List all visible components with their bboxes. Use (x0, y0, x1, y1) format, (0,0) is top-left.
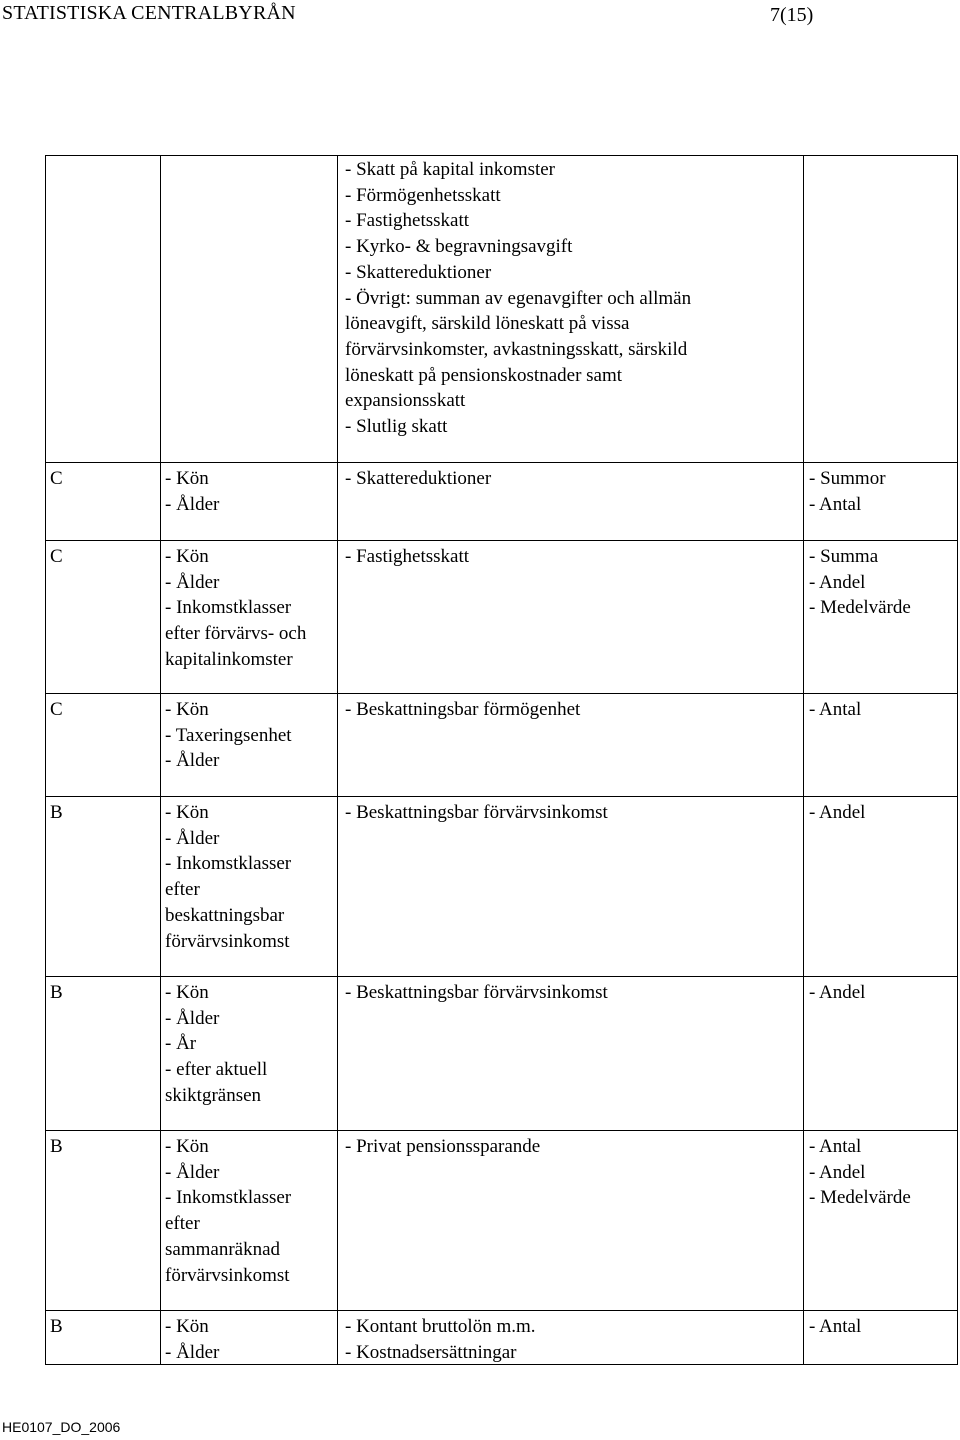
top-cell-line: förvärvsinkomster, avkastningsskatt, särskild (345, 338, 688, 360)
table-border-top (45, 155, 958, 156)
top-cell-line: - Övrigt: summan av egenavgifter och allmän (345, 287, 692, 309)
variable-line: - Beskattningsbar förmögenhet (345, 699, 581, 720)
classification-line: förvärvsinkomst (165, 930, 290, 952)
row-code: B (50, 802, 63, 823)
classification-line: - Ålder (165, 1007, 220, 1029)
row-code: B (50, 982, 63, 1003)
classification-line: - Kön (165, 1136, 209, 1157)
top-cell-line: löneavgift, särskild löneskatt på vissa (345, 313, 630, 335)
page-number: 7(15) (770, 4, 814, 26)
top-cell-line: löneskatt på pensionskostnader samt (345, 364, 623, 386)
classification-line: - Ålder (165, 493, 220, 515)
measure-line: - Antal (809, 699, 862, 720)
row-code: B (50, 1316, 63, 1337)
organization-name: STATISTISKA CENTRALBYRÅN (2, 2, 296, 24)
classification-line: - Kön (165, 1316, 209, 1337)
measure-line: - Antal (809, 1136, 862, 1157)
top-cell-line: - Fastighetsskatt (345, 210, 470, 232)
classification-line: - Taxeringsenhet (165, 724, 292, 746)
column-separator (337, 155, 338, 1365)
classification-line: - Ålder (165, 827, 220, 849)
classification-line: efter (165, 1213, 200, 1235)
row-code: B (50, 1136, 63, 1157)
top-cell-line: - Kyrko- & begravningsavgift (345, 236, 573, 258)
measure-line: - Andel (809, 802, 866, 823)
classification-line: - Kön (165, 802, 209, 823)
top-cell-line: - Slutlig skatt (345, 416, 448, 437)
row-code: C (50, 546, 63, 567)
measure-line: - Summor (809, 468, 886, 489)
variable-line: - Kostnadsersättningar (345, 1341, 517, 1363)
row-code: C (50, 468, 63, 489)
row-separator (45, 796, 958, 797)
top-cell-line: expansionsskatt (345, 390, 466, 412)
variable-line: - Skattereduktioner (345, 468, 492, 489)
classification-line: sammanräknad (165, 1238, 281, 1260)
classification-line: - Ålder (165, 1341, 220, 1363)
classification-line: - Inkomstklasser (165, 1187, 292, 1209)
measure-line: - Andel (809, 1161, 866, 1183)
row-separator (45, 462, 958, 463)
measure-line: - Antal (809, 493, 862, 515)
measure-line: - Medelvärde (809, 1187, 911, 1209)
column-separator (160, 155, 161, 1365)
classification-line: efter (165, 879, 200, 901)
measure-line: - Andel (809, 982, 866, 1003)
classification-line: - Kön (165, 699, 209, 720)
measure-line: - Antal (809, 1316, 862, 1337)
row-separator (45, 976, 958, 977)
classification-line: - Ålder (165, 1161, 220, 1183)
row-separator (45, 540, 958, 541)
classification-line: - Inkomstklasser (165, 597, 292, 619)
classification-line: - Kön (165, 468, 209, 489)
classification-line: skiktgränsen (165, 1084, 262, 1106)
classification-line: efter förvärvs- och (165, 623, 307, 645)
row-code: C (50, 699, 63, 720)
column-separator (803, 155, 804, 1365)
classification-line: - Kön (165, 546, 209, 567)
variable-line: - Privat pensionssparande (345, 1136, 541, 1157)
variable-line: - Kontant bruttolön m.m. (345, 1316, 536, 1337)
classification-line: - Inkomstklasser (165, 853, 292, 875)
classification-line: - efter aktuell (165, 1059, 268, 1081)
row-separator (45, 1130, 958, 1131)
variable-line: - Fastighetsskatt (345, 546, 470, 567)
row-separator (45, 693, 958, 694)
column-separator (45, 155, 46, 1365)
document-id: HE0107_DO_2006 (2, 1419, 121, 1435)
top-cell-line: - Förmögenhetsskatt (345, 184, 501, 206)
classification-line: - Ålder (165, 571, 220, 593)
variable-line: - Beskattningsbar förvärvsinkomst (345, 982, 608, 1003)
classification-line: - År (165, 1033, 197, 1055)
measure-line: - Andel (809, 571, 866, 593)
row-separator (45, 1310, 958, 1311)
measure-line: - Medelvärde (809, 597, 911, 619)
classification-line: - Ålder (165, 750, 220, 772)
top-cell-line: - Skatt på kapital inkomster (345, 159, 556, 180)
variable-line: - Beskattningsbar förvärvsinkomst (345, 802, 608, 823)
classification-line: - Kön (165, 982, 209, 1003)
classification-line: kapitalinkomster (165, 648, 293, 670)
measure-line: - Summa (809, 546, 879, 567)
top-cell-line: - Skattereduktioner (345, 261, 492, 283)
column-separator (957, 155, 958, 1365)
classification-line: förvärvsinkomst (165, 1264, 290, 1286)
classification-line: beskattningsbar (165, 904, 285, 926)
